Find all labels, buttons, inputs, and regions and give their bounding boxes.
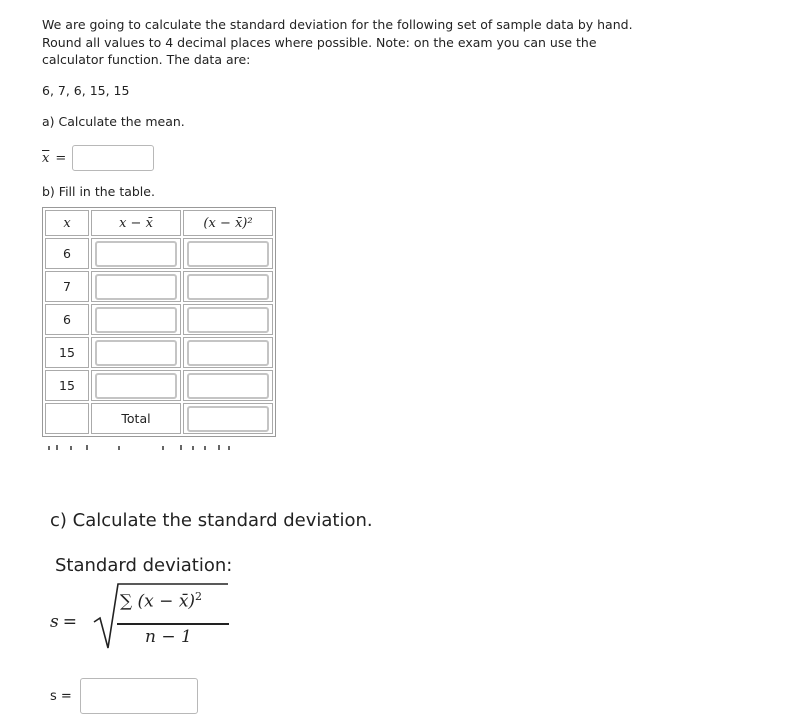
deviation-squared-input-1[interactable] [187, 241, 269, 267]
numerator-inner: (x − x̄) [137, 591, 196, 612]
formula-lhs [50, 612, 77, 632]
deviation-squared-input-3[interactable] [187, 307, 269, 333]
mean-input[interactable] [72, 145, 154, 171]
deviation-input-3[interactable] [95, 307, 177, 333]
xbar-symbol: $\overline{x}$ [42, 150, 50, 166]
deviation-input-5[interactable] [95, 373, 177, 399]
sum-symbol: ∑ [120, 591, 133, 612]
table-header-row [45, 210, 273, 236]
table-row [45, 304, 273, 335]
header-x: x [63, 216, 71, 231]
mean-equals: = [55, 150, 67, 166]
part-a-prompt: a) Calculate the mean. [42, 114, 185, 129]
formula-s: s [50, 612, 59, 632]
denominator-text: n − 1 [145, 627, 192, 647]
x-value: 6 [45, 238, 89, 269]
deviation-input-4[interactable] [95, 340, 177, 366]
formula-numerator [120, 590, 202, 612]
x-value: 15 [45, 337, 89, 368]
clipped-glyph-tops [42, 440, 242, 450]
header-deviation-squared: (x − x̄)² [203, 216, 253, 231]
sd-answer-label: s = [50, 688, 72, 704]
table-row [45, 370, 273, 401]
deviation-table [42, 207, 276, 437]
formula-denominator [145, 627, 192, 647]
table-row [45, 271, 273, 302]
formula-equals: = [62, 612, 77, 632]
deviation-squared-input-2[interactable] [187, 274, 269, 300]
header-deviation: x − x̄ [119, 216, 153, 231]
numerator-exponent: 2 [195, 590, 203, 603]
sd-answer-input[interactable] [80, 678, 198, 714]
standard-deviation-label: Standard deviation: [55, 555, 233, 576]
x-value: 15 [45, 370, 89, 401]
x-value: 7 [45, 271, 89, 302]
empty-cell [45, 403, 89, 434]
fraction-bar [117, 623, 229, 625]
part-b-prompt: b) Fill in the table. [42, 184, 155, 199]
table-row [45, 337, 273, 368]
data-values: 6, 7, 6, 15, 15 [42, 83, 130, 98]
clipped-text-artifact [42, 440, 242, 450]
deviation-input-2[interactable] [95, 274, 177, 300]
x-value: 6 [45, 304, 89, 335]
sd-answer-row [50, 678, 198, 714]
table-total-row [45, 403, 273, 434]
table-row [45, 238, 273, 269]
intro-text: We are going to calculate the standard deviation for the following set of sample data by hand. Round all values to 4 decimal places where possible. Note: on the exam you can use the calculator function. The data are: [42, 17, 633, 67]
part-c-prompt: c) Calculate the standard deviation. [50, 510, 373, 531]
sd-formula [50, 580, 250, 650]
deviation-squared-input-5[interactable] [187, 373, 269, 399]
total-label: Total [91, 403, 181, 434]
mean-row [42, 145, 154, 171]
total-input[interactable] [187, 406, 269, 432]
deviation-squared-input-4[interactable] [187, 340, 269, 366]
deviation-input-1[interactable] [95, 241, 177, 267]
